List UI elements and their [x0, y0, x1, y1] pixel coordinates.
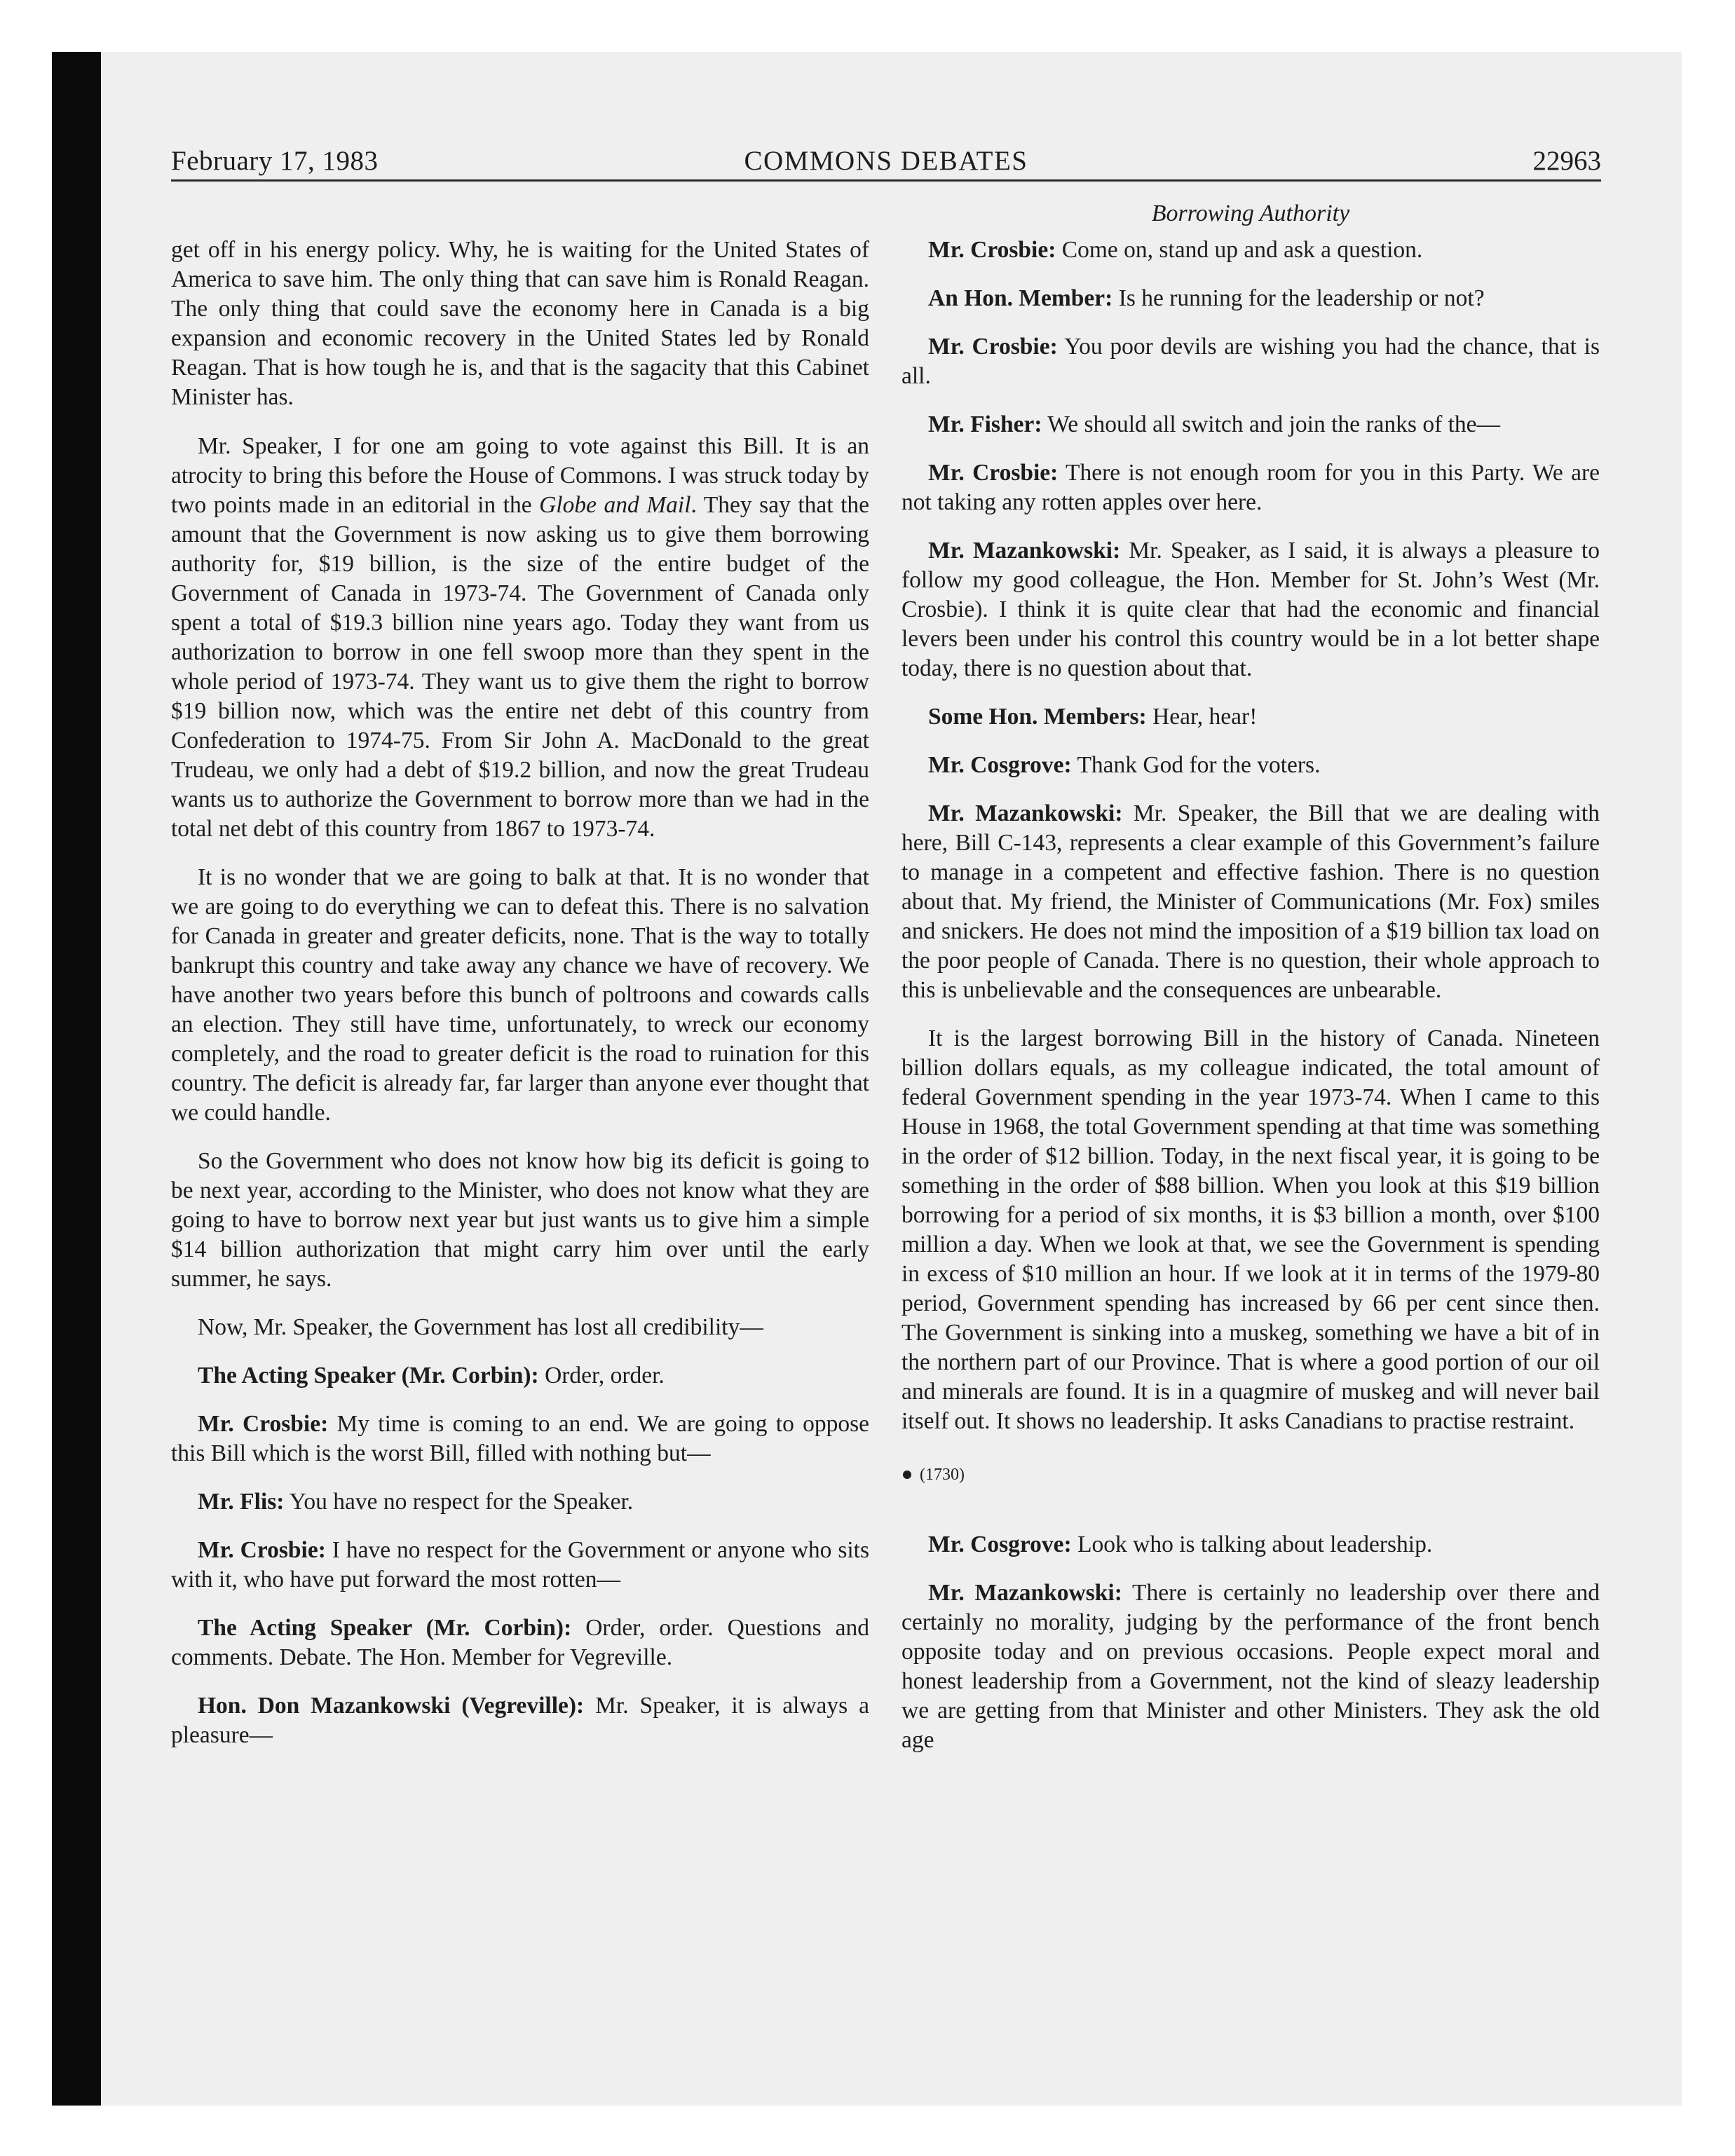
- paragraph-text: Mr. Speaker, I for one am going to vote against this Bill. It is an atrocity to bring this before the House of Commons. I was struck today by two points made in an editorial in the: [171, 433, 869, 518]
- speech-text: Come on, stand up and ask a question.: [1056, 237, 1423, 263]
- paragraph: It is no wonder that we are going to balk at that. It is no wonder that we are going to do everything we can to defeat this. There is no salvation for Canada in greater and greater deficits, none. That is the way to totally bankrupt this country and take away any chance we have of recovery. We have another two years before this bunch of poltroons and cowards calls an election. They still have time, unfortunately, to wreck our economy completely, and the road to greater deficit is the road to ruination for this country. The deficit is already far, far larger than anyone ever thought that we could handle.: [171, 864, 869, 1126]
- speech-paragraph: [901, 236, 1600, 265]
- speech-text: There is certainly no leadership over there and certainly no morality, judging by the performance of the front bench opposite today and on previous occasions. People expect moral and honest leadership from a Government, not the kind of sleazy leadership we are getting from that Minister and other Ministers. They ask the old age: [901, 1580, 1600, 1753]
- speech-paragraph: [171, 1487, 869, 1517]
- speaker-name: Mr. Mazankowski:: [928, 1580, 1122, 1606]
- paragraph: It is the largest borrowing Bill in the history of Canada. Nineteen billion dollars equals, as my colleague indicated, the total amount of federal Government spending in the year 1973-74. When I came to this House in 1968, the total Government spending at that time was something in the order of $12 billion. Today, in the next fiscal year, it is going to be something in the order of $88 billion. When you look at this $19 billion borrowing for a period of six months, it is $3 billion a month, over $100 million a day. When we look at that, we see the Government is spending in excess of $10 million an hour. If we look at it in terms of the 1979-80 period, Government spending has increased by 66 per cent since then. The Government is sinking into a muskeg, something we have a bit of in the northern part of our Province. That is where a good portion of our oil and minerals are found. It is in a quagmire of muskeg and will never bail itself out. It shows no leadership. It asks Canadians to practise restraint.: [901, 1025, 1600, 1434]
- speaker-name: Mr. Fisher:: [928, 411, 1042, 437]
- speaker-name: An Hon. Member:: [928, 285, 1113, 311]
- speech-text: Order, order.: [538, 1363, 665, 1389]
- speech-paragraph: [901, 1578, 1600, 1755]
- speech-text: I have no respect for the Government or anyone who sits with it, who have put forward the most rotten—: [171, 1537, 870, 1592]
- header-date: February 17, 1983: [171, 146, 379, 176]
- speaker-name: Mr. Flis:: [198, 1489, 285, 1515]
- speech-paragraph: [171, 1536, 869, 1595]
- newspaper-title: Globe and Mail: [539, 492, 691, 518]
- speech-paragraph: [901, 702, 1600, 732]
- speaker-name: Mr. Cosgrove:: [928, 752, 1072, 778]
- speaker-name: Mr. Mazankowski:: [928, 800, 1123, 826]
- speaker-name: The Acting Speaker (Mr. Corbin):: [198, 1615, 572, 1641]
- speech-text: Thank God for the voters.: [1071, 752, 1321, 778]
- speech-text: Order, order. Questions and comments. Debate. The Hon. Member for Vegreville.: [171, 1615, 870, 1670]
- speech-paragraph: [171, 1613, 869, 1672]
- speech-text: There is not enough room for you in this Party. We are not taking any rotten apples over here.: [901, 460, 1600, 515]
- speaker-name: Mr. Crosbie:: [198, 1537, 326, 1563]
- paragraph: get off in his energy policy. Why, he is waiting for the United States of America to save him. The only thing that can save him is Ronald Reagan. The only thing that could save the economy here in Canada is a big expansion and economic recovery in the United States led by Ronald Reagan. That is how tough he is, and that is the sagacity that this Cabinet Minister has.: [171, 237, 869, 410]
- speaker-name: Mr. Crosbie:: [928, 460, 1059, 486]
- left-column: [171, 236, 869, 1769]
- header-publication: COMMONS DEBATES: [744, 146, 1028, 176]
- speaker-name: Mr. Cosgrove:: [928, 1531, 1072, 1557]
- binding-edge: [52, 52, 101, 2106]
- paragraph: Now, Mr. Speaker, the Government has lost all credibility—: [198, 1314, 763, 1340]
- speech-text: You poor devils are wishing you had the chance, that is all.: [901, 334, 1600, 389]
- speaker-name: Some Hon. Members:: [928, 704, 1147, 730]
- speech-paragraph: [901, 410, 1600, 439]
- speech-paragraph: [171, 1361, 869, 1391]
- speaker-name: Hon. Don Mazankowski (Vegreville):: [198, 1693, 585, 1719]
- speaker-name: Mr. Crosbie:: [198, 1411, 329, 1437]
- header-page-number: 22963: [1532, 146, 1601, 176]
- speaker-name: Mr. Mazankowski:: [928, 538, 1121, 564]
- speech-paragraph: [901, 458, 1600, 517]
- speech-paragraph: [901, 1530, 1600, 1560]
- speaker-name: Mr. Crosbie:: [928, 334, 1058, 360]
- bullet-icon: [903, 1471, 911, 1479]
- speech-text: Mr. Speaker, as I said, it is always a pleasure to follow my good colleague, the Hon. Member for St. John’s West (Mr. Crosbie). I think it is quite clear that had the economic and financial levers been under his control this country would be in a lot better shape today, there is no question about that.: [901, 538, 1600, 681]
- page-header: [171, 143, 1601, 182]
- speech-paragraph: [901, 751, 1600, 780]
- speaker-name: Mr. Crosbie:: [928, 237, 1056, 263]
- right-column: [901, 236, 1600, 1774]
- speech-text: You have no respect for the Speaker.: [284, 1489, 634, 1515]
- speech-paragraph: [901, 799, 1600, 1005]
- speaker-name: The Acting Speaker (Mr. Corbin):: [198, 1363, 539, 1389]
- timestamp-marker: [901, 1460, 1600, 1489]
- speech-text: Look who is talking about leadership.: [1071, 1531, 1433, 1557]
- speech-paragraph: [901, 284, 1600, 313]
- speech-text: Mr. Speaker, the Bill that we are dealing with here, Bill C-143, represents a clear example of this Government’s failure to manage in a competent and effective fashion. There is no question about that. My friend, the Minister of Communications (Mr. Fox) smiles and snickers. He does not mind the imposition of a $19 billion tax load on the poor people of Canada. There is no question, their whole approach to this is unbelievable and the consequences are unbearable.: [901, 800, 1600, 1003]
- speech-text: Mr. Speaker, it is always a pleasure—: [171, 1693, 870, 1748]
- running-title: Borrowing Authority: [1151, 200, 1350, 226]
- speech-text: Hear, hear!: [1146, 704, 1258, 730]
- speech-paragraph: [171, 1691, 869, 1750]
- speech-paragraph: [901, 332, 1600, 391]
- speech-text: My time is coming to an end. We are going to oppose this Bill which is the worst Bill, filled with nothing but—: [171, 1411, 869, 1466]
- paragraph: So the Government who does not know how big its deficit is going to be next year, according to the Minister, who does not know what they are going to have to borrow next year but just wants us to give him a simple $14 billion authorization that might carry him over until the early summer, he says.: [171, 1148, 869, 1292]
- paragraph: [171, 432, 869, 844]
- paragraph-text: . They say that the amount that the Government is now asking us to give them borrowing authority for, $19 billion, is the size of the entire budget of the Government of Canada in 1973-74. The Government of Canada only spent a total of $19.3 billion nine years ago. Today they want from us authorization to borrow in one fell swoop more than they spent in the whole period of 1973-74. They want us to give them the right to borrow $19 billion now, which was the entire net debt of this country from Confederation to 1974-75. From Sir John A. MacDonald to the great Trudeau, we only had a debt of $19.2 billion, and now the great Trudeau wants us to authorize the Government to borrow more than we had in the total net debt of this country from 1867 to 1973-74.: [171, 492, 870, 842]
- timestamp-text: (1730): [920, 1466, 965, 1484]
- speech-paragraph: [901, 536, 1600, 683]
- speech-text: We should all switch and join the ranks of the—: [1042, 411, 1501, 437]
- speech-paragraph: [171, 1410, 869, 1468]
- speech-text: Is he running for the leadership or not?: [1113, 285, 1485, 311]
